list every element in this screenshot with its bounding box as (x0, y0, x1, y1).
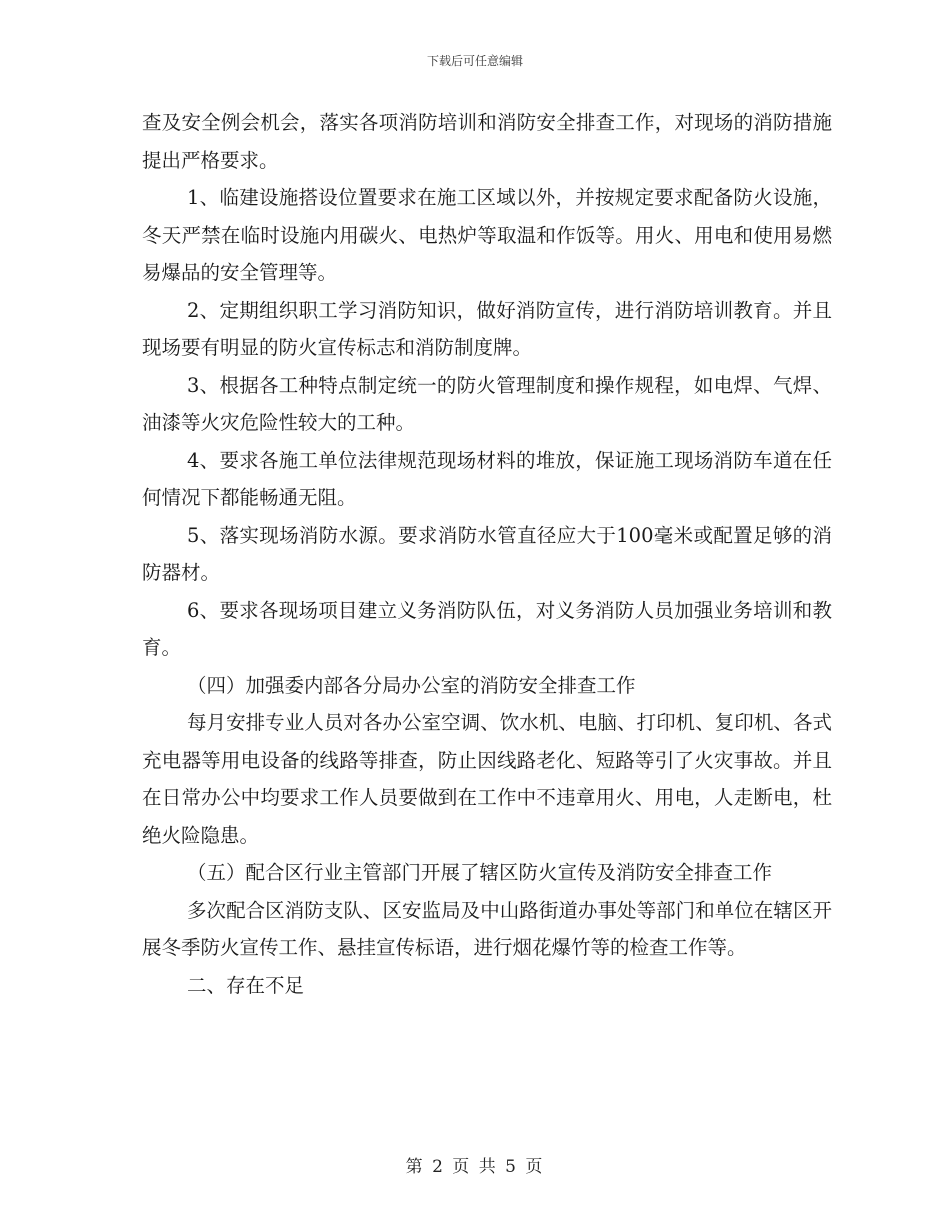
paragraph-continuation: 查及安全例会机会，落实各项消防培训和消防安全排查工作，对现场的消防措施提出严格要求。 (142, 111, 832, 172)
paragraph-office-inspection: 每月安排专业人员对各办公室空调、饮水机、电脑、打印机、复印机、各式充电器等用电设备的线路等排查，防止因线路老化、短路等引了火灾事故。并且在日常办公中均要求工作人员要做到在工作中不违章用火、用电，人走断电，杜绝火险隐患。 (142, 711, 832, 847)
paragraph-district-cooperation: 多次配合区消防支队、区安监局及中山路街道办事处等部门和单位在辖区开展冬季防火宣传工作、悬挂宣传标语，进行烟花爆竹等的检查工作等。 (142, 898, 832, 959)
page-header: 下载后可任意编辑 (426, 54, 523, 68)
paragraph-item-2: 2、定期组织职工学习消防知识，做好消防宣传，进行消防培训教育。并且现场要有明显的防火宣传标志和消防制度牌。 (142, 298, 832, 359)
section-heading-4: （四）加强委内部各分局办公室的消防安全排查工作 (187, 673, 636, 697)
paragraph-item-4: 4、要求各施工单位法律规范现场材料的堆放，保证施工现场消防车道在任何情况下都能畅通无阻。 (142, 448, 832, 509)
paragraph-item-3: 3、根据各工种特点制定统一的防火管理制度和操作规程，如电焊、气焊、油漆等火灾危险性较大的工种。 (142, 373, 832, 434)
page-number-footer: 第 2 页 共 5 页 (405, 1157, 545, 1177)
paragraph-item-1: 1、临建设施搭设位置要求在施工区域以外，并按规定要求配备防火设施，冬天严禁在临时设施内用碳火、电热炉等取温和作饭等。用火、用电和使用易燃易爆品的安全管理等。 (142, 186, 832, 284)
section-heading-shortcomings: 二、存在不足 (187, 973, 305, 997)
document-body (142, 104, 832, 1004)
section-heading-5: （五）配合区行业主管部门开展了辖区防火宣传及消防安全排查工作 (187, 861, 773, 884)
paragraph-item-6: 6、要求各现场项目建立义务消防队伍，对义务消防人员加强业务培训和教育。 (142, 598, 832, 659)
paragraph-item-5: 5、落实现场消防水源。要求消防水管直径应大于100毫米或配置足够的消防器材。 (142, 523, 832, 584)
